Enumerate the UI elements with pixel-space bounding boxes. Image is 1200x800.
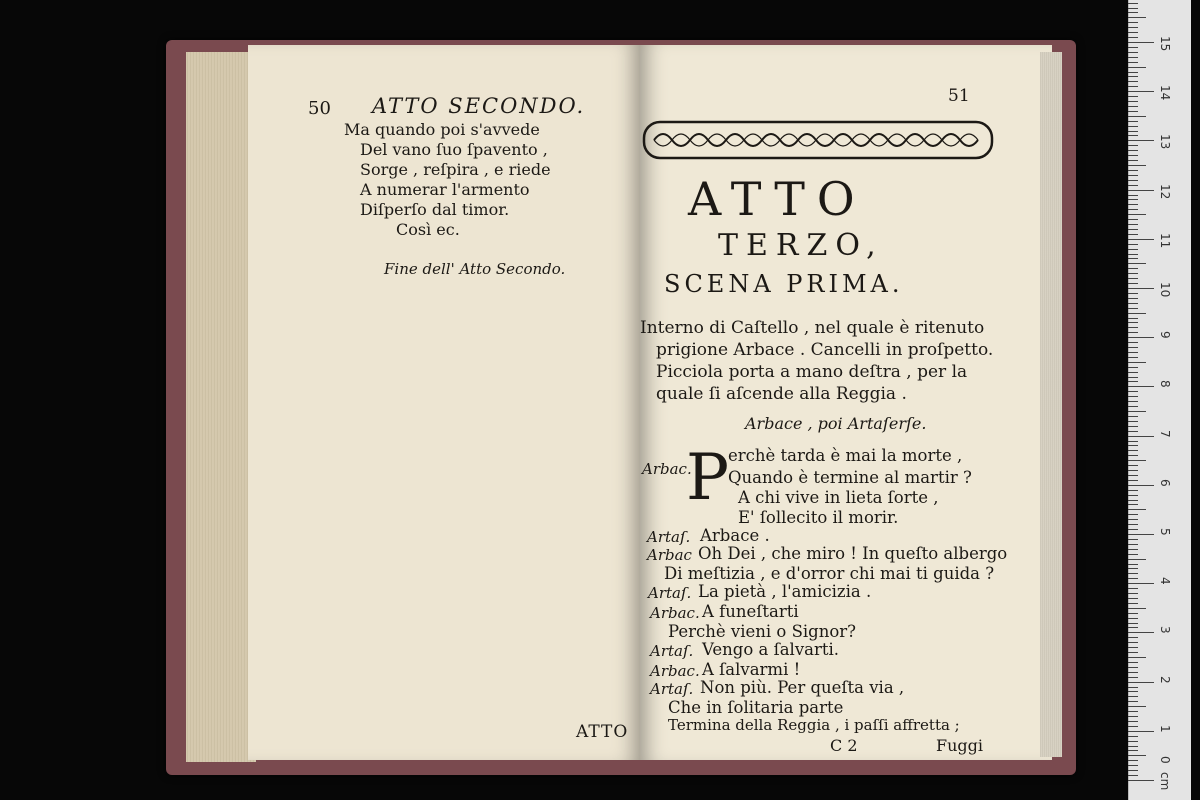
left-page-number: 50 <box>308 98 331 119</box>
ruler-tick <box>1128 490 1138 491</box>
speech-line: erchè tarda è mai la morte , <box>728 446 963 465</box>
ruler-tick <box>1128 672 1138 673</box>
ruler-tick <box>1128 67 1146 68</box>
stage-direction-line: Picciola porta a mano deſtra , per la <box>656 362 968 382</box>
ruler-tick <box>1128 480 1138 481</box>
ruler-tick <box>1128 603 1138 604</box>
ruler-tick <box>1128 47 1138 48</box>
speaker-label: Arbac. <box>650 604 700 622</box>
ruler-tick <box>1128 682 1154 683</box>
ruler-tick <box>1128 180 1138 181</box>
ruler-tick <box>1128 485 1154 486</box>
ruler-label: 14 <box>1158 85 1172 101</box>
ruler-tick <box>1128 386 1154 387</box>
ruler-tick <box>1128 347 1138 348</box>
ruler-tick <box>1128 313 1146 314</box>
ruler-tick <box>1128 72 1138 73</box>
dialogue-line: Termina della Reggia , i paſſi affretta ; <box>668 716 960 734</box>
ruler-tick <box>1128 239 1154 240</box>
ruler-tick <box>1128 598 1138 599</box>
speaker-label: Artaſ. <box>650 680 694 698</box>
ruler-tick <box>1128 327 1138 328</box>
act-heading: ATTO <box>688 172 867 226</box>
ruler-tick <box>1128 352 1138 353</box>
ruler-tick <box>1128 106 1138 107</box>
ruler-tick <box>1128 450 1138 451</box>
ruler-tick <box>1128 455 1138 456</box>
ruler-tick <box>1128 165 1146 166</box>
dialogue-line: A funeſtarti <box>702 602 799 621</box>
ruler-tick <box>1128 381 1138 382</box>
ruler-tick <box>1128 209 1138 210</box>
ruler-tick <box>1128 568 1138 569</box>
verse-line: Così ec. <box>396 220 460 239</box>
ruler-tick <box>1128 391 1138 392</box>
ruler-tick <box>1128 12 1138 13</box>
ruler-tick <box>1128 647 1138 648</box>
ruler-tick <box>1128 37 1138 38</box>
ruler-tick <box>1128 175 1138 176</box>
ruler-tick <box>1128 529 1138 530</box>
verse-line: Diſperſo dal timor. <box>360 200 510 219</box>
ruler-label: 2 <box>1158 675 1172 684</box>
ruler-label: 12 <box>1158 183 1172 199</box>
ruler-tick <box>1128 593 1138 594</box>
ruler-tick <box>1128 214 1146 215</box>
dialogue-line: Vengo a ſalvarti. <box>702 640 840 659</box>
ruler-tick <box>1128 372 1138 373</box>
speech-line: Quando è termine al martir ? <box>728 468 972 487</box>
ruler-tick <box>1128 564 1138 565</box>
ruler-tick <box>1128 755 1146 756</box>
ruler-tick <box>1128 578 1138 579</box>
ruler-tick <box>1128 160 1138 161</box>
ruler-tick <box>1128 204 1138 205</box>
ruler-tick <box>1128 750 1138 751</box>
signature-mark: C 2 <box>830 736 858 755</box>
ruler-tick <box>1128 254 1138 255</box>
ruler-tick <box>1128 293 1138 294</box>
ruler-tick <box>1128 500 1138 501</box>
ruler-tick <box>1128 623 1138 624</box>
ruler-unit-label: cm <box>1158 772 1172 791</box>
ruler-tick <box>1128 509 1146 510</box>
ruler-tick <box>1128 775 1138 776</box>
dialogue-line: Perchè vieni o Signor? <box>668 622 857 641</box>
ruler-tick <box>1128 608 1146 609</box>
act-number-heading: TERZO, <box>718 228 884 263</box>
ruler-tick <box>1128 411 1146 412</box>
ruler-tick <box>1128 332 1138 333</box>
ruler-label: 3 <box>1158 626 1172 635</box>
dialogue-line: Non più. Per queſta via , <box>700 678 905 697</box>
characters-on-stage: Arbace , poi Artaſerſe. <box>745 414 927 433</box>
ruler-tick <box>1128 539 1138 540</box>
ruler-tick <box>1128 377 1138 378</box>
ruler-tick <box>1128 731 1154 732</box>
ruler-tick <box>1128 76 1138 77</box>
ruler-label: 1 <box>1158 724 1172 733</box>
ruler-tick <box>1128 101 1138 102</box>
ruler-tick <box>1128 219 1138 220</box>
ruler-tick <box>1128 618 1138 619</box>
ruler-tick <box>1128 504 1138 505</box>
stage-direction-line: prigione Arbace . Cancelli in proſpetto. <box>656 340 994 360</box>
ruler-tick <box>1128 111 1138 112</box>
ruler-tick <box>1128 81 1138 82</box>
ruler-tick <box>1128 524 1138 525</box>
ruler-tick <box>1128 131 1138 132</box>
speech-line: A chi vive in lieta ſorte , <box>738 488 939 507</box>
ruler-tick <box>1128 322 1138 323</box>
end-of-act-note: Fine dell' Atto Secondo. <box>384 260 566 278</box>
ruler-label: 5 <box>1158 528 1172 536</box>
ruler-tick <box>1128 135 1138 136</box>
ruler-tick <box>1128 441 1138 442</box>
ruler-tick <box>1128 445 1138 446</box>
ruler-tick <box>1128 86 1138 87</box>
ruler-tick <box>1128 268 1138 269</box>
ruler-tick <box>1128 470 1138 471</box>
ruler-tick <box>1128 475 1138 476</box>
ruler-label: 15 <box>1158 36 1172 52</box>
ruler-tick <box>1128 22 1138 23</box>
ruler-tick <box>1128 652 1138 653</box>
left-running-head: ATTO SECONDO. <box>372 94 586 118</box>
ruler-tick <box>1128 632 1154 633</box>
ruler-tick <box>1128 303 1138 304</box>
ruler-tick <box>1128 431 1138 432</box>
ruler-tick <box>1128 495 1138 496</box>
ruler-tick <box>1128 780 1154 781</box>
ruler-label: 4 <box>1158 577 1172 585</box>
ruler-tick <box>1128 721 1138 722</box>
ruler-tick <box>1128 57 1138 58</box>
ruler-tick <box>1128 416 1138 417</box>
verse-line: Sorge , reſpira , e riede <box>360 160 551 179</box>
ruler-tick <box>1128 687 1138 688</box>
ruler-tick <box>1128 224 1138 225</box>
ruler-tick <box>1128 258 1138 259</box>
ruler-tick <box>1128 716 1138 717</box>
ruler-tick <box>1128 170 1138 171</box>
ruler-tick <box>1128 126 1138 127</box>
ruler-tick <box>1128 342 1138 343</box>
dialogue-line: Arbace . <box>700 526 770 545</box>
ruler-tick <box>1128 362 1146 363</box>
ruler-tick <box>1128 229 1138 230</box>
ruler-tick <box>1128 150 1138 151</box>
speaker-label: Arbac. <box>650 662 700 680</box>
ruler-tick <box>1128 3 1138 4</box>
ruler-label: 0 <box>1158 756 1172 764</box>
ruler-tick <box>1128 421 1138 422</box>
ruler-tick <box>1128 308 1138 309</box>
ruler-tick <box>1128 657 1146 658</box>
ruler-tick <box>1128 465 1138 466</box>
speaker-label: Artaſ. <box>650 642 694 660</box>
ruler-tick <box>1128 514 1138 515</box>
ruler-tick <box>1128 52 1138 53</box>
ruler-tick <box>1128 711 1138 712</box>
speaker-label: Artaſ. <box>648 584 692 602</box>
ruler-tick <box>1128 588 1138 589</box>
ruler-tick <box>1128 234 1138 235</box>
ruler-tick <box>1128 637 1138 638</box>
ruler-tick <box>1128 62 1138 63</box>
ruler-tick <box>1128 746 1138 747</box>
ruler-tick <box>1128 190 1154 191</box>
ruler-tick <box>1128 367 1138 368</box>
ruler-label: 11 <box>1158 232 1172 249</box>
dialogue-line: A ſalvarmi ! <box>702 660 801 679</box>
verse-line: A numerar l'armento <box>360 180 530 199</box>
ruler-tick <box>1128 318 1138 319</box>
page-edges-right <box>1040 52 1062 757</box>
ruler-tick <box>1128 145 1138 146</box>
ruler-tick <box>1128 91 1154 92</box>
ruler-tick <box>1128 642 1138 643</box>
ruler-label: 9 <box>1158 331 1172 339</box>
speaker-label: Arbac. <box>642 460 692 478</box>
ruler-tick <box>1128 696 1138 697</box>
ruler-tick <box>1128 32 1138 33</box>
ruler-tick <box>1128 283 1138 284</box>
ruler-tick <box>1128 27 1138 28</box>
ruler-label: 6 <box>1158 478 1172 487</box>
ruler-tick <box>1128 701 1138 702</box>
speech-line: E' ſollecito il morir. <box>738 508 899 527</box>
dialogue-line: Che in ſolitaria parte <box>668 698 844 717</box>
speaker-label: Artaſ. <box>647 528 691 546</box>
ruler-tick <box>1128 401 1138 402</box>
ruler-tick <box>1128 116 1146 117</box>
ruler-tick <box>1128 199 1138 200</box>
ruler-tick <box>1128 288 1154 289</box>
ruler-tick <box>1128 185 1138 186</box>
speaker-label: Arbac <box>647 546 692 564</box>
ruler-tick <box>1128 17 1146 18</box>
ruler-tick <box>1128 765 1138 766</box>
ruler-tick <box>1128 544 1138 545</box>
ruler-tick <box>1128 583 1154 584</box>
ruler-tick <box>1128 249 1138 250</box>
ruler-tick <box>1128 273 1138 274</box>
ruler-tick <box>1128 667 1138 668</box>
stage-direction-line: Interno di Caſtello , nel quale è ritenuto <box>640 318 985 338</box>
ruler-tick <box>1128 244 1138 245</box>
ruler-tick <box>1128 406 1138 407</box>
ruler-tick <box>1128 436 1154 437</box>
ruler-tick <box>1128 706 1146 707</box>
ruler-tick <box>1128 155 1138 156</box>
ruler-tick <box>1128 519 1138 520</box>
ruler-tick <box>1128 337 1154 338</box>
right-catchword: Fuggi <box>936 736 984 755</box>
ruler-tick <box>1128 195 1138 196</box>
ruler-tick <box>1128 278 1138 279</box>
ruler-tick <box>1128 736 1138 737</box>
verse-line: Del vano ſuo ſpavento , <box>360 140 548 159</box>
ruler-tick <box>1128 460 1146 461</box>
ruler-tick <box>1128 357 1138 358</box>
ruler-tick <box>1128 42 1154 43</box>
ruler-tick <box>1128 534 1154 535</box>
ruler-tick <box>1128 677 1138 678</box>
ruler-tick <box>1128 559 1146 560</box>
dialogue-line: La pietà , l'amicizia . <box>698 582 872 601</box>
left-catchword: ATTO <box>576 722 629 742</box>
ruler-tick <box>1128 627 1138 628</box>
ruler-tick <box>1128 263 1146 264</box>
ruler-tick <box>1128 549 1138 550</box>
ruler-tick <box>1128 770 1138 771</box>
ruler-tick <box>1128 741 1138 742</box>
dialogue-line: Oh Dei , che miro ! In queſto albergo <box>698 544 1008 563</box>
ruler-label: 8 <box>1158 380 1172 389</box>
ruler-tick <box>1128 726 1138 727</box>
ruler-tick <box>1128 691 1138 692</box>
ruler-tick <box>1128 396 1138 397</box>
ruler-tick <box>1128 121 1138 122</box>
ruler-tick <box>1128 96 1138 97</box>
ruler-tick <box>1128 554 1138 555</box>
ruler-tick <box>1128 298 1138 299</box>
ruler-label: 10 <box>1158 282 1172 298</box>
verse-line: Ma quando poi s'avvede <box>344 120 540 139</box>
drop-cap: P <box>686 441 730 515</box>
ruler-label: 7 <box>1158 429 1172 438</box>
ornament-border <box>640 116 996 164</box>
ruler-label: 13 <box>1158 134 1172 150</box>
ruler-tick <box>1128 662 1138 663</box>
ruler-tick <box>1128 426 1138 427</box>
ruler-tick <box>1128 760 1138 761</box>
scene-heading: SCENA PRIMA. <box>664 270 904 298</box>
stage-direction-line: quale ſi aſcende alla Reggia . <box>656 384 907 404</box>
ruler-tick <box>1128 8 1138 9</box>
ruler-tick <box>1128 140 1154 141</box>
ruler-tick <box>1128 613 1138 614</box>
ruler-tick <box>1128 573 1138 574</box>
dialogue-line: Di meſtizia , e d'orror chi mai ti guida ? <box>664 564 995 583</box>
right-page-number: 51 <box>948 86 970 106</box>
page-edges-left <box>186 52 256 762</box>
